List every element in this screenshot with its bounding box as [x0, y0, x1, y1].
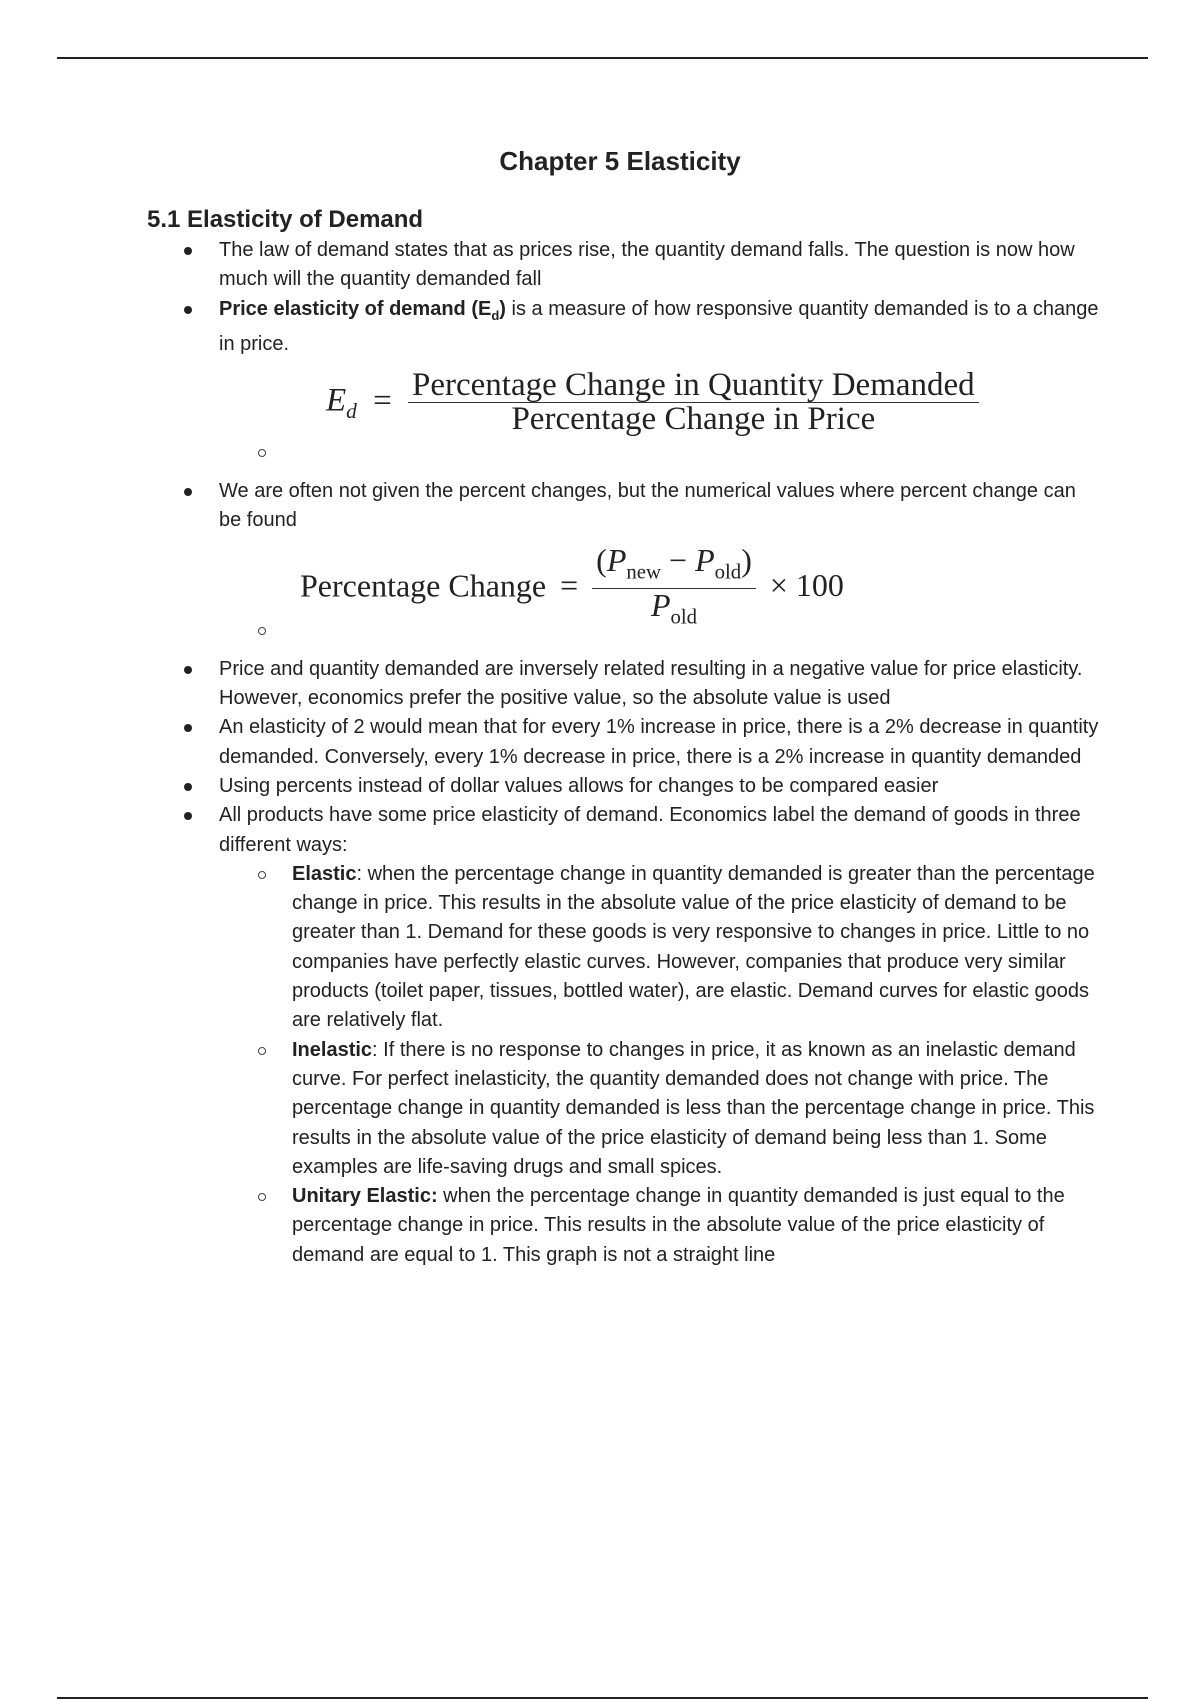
bullet-text: Price and quantity demanded are inversely related resulting in a negative value for price elasticity. However, economics prefer the positive value, so the absolute value is used	[219, 657, 1083, 710]
bullet-item	[0, 801, 1099, 860]
sub-bullet-elastic	[0, 860, 1104, 1036]
sub-bullet-unitary	[0, 1182, 1104, 1270]
sub-bullet-text: : If there is no response to changes in price, it as known as an inelastic demand curve. For perfect inelasticity, the quantity demanded does not change with price. The percentage change in quantity demanded is less than the percentage change in price. This results in the absolute value of the price elasticity of demand being less than 1. Some examples are life-saving drugs and small spices.	[292, 1038, 1095, 1178]
eq-lhs: E	[326, 382, 347, 419]
eq-numerator: Percentage Change in Quantity Demanded	[408, 371, 979, 403]
bullet-text: is a measure of how responsive quantity demanded is to a change in price.	[219, 297, 1099, 355]
sub-old: old	[714, 560, 742, 584]
sub-bullet-inelastic	[0, 1036, 1104, 1182]
bullet-text: The law of demand states that as prices rise, the quantity demand falls. The question is now how much will the quantity demanded fall	[219, 239, 1075, 291]
equation-percentage-change	[0, 536, 1200, 655]
p-symbol: P	[650, 587, 671, 624]
sub-bullet-icon	[258, 1193, 266, 1201]
p-symbol: P	[606, 541, 627, 578]
bullet-text: Using percents instead of dollar values allows for changes to be compared easier	[219, 774, 939, 797]
sub-bullet-text: : when the percentage change in quantity demanded is greater than the percentage change in price. This results in the absolute value of the price elasticity of demand to be greater than 1. Demand for these goods is very responsive to changes in price. Little to no companies have perfectly elastic curves. However, companies that produce very similar products (toilet paper, tissues, bottled water), are elastic. Demand curves for elastic goods are relatively flat.	[292, 862, 1095, 1032]
bullet-icon	[184, 488, 192, 496]
eq-equals: =	[560, 567, 579, 604]
bullet-icon	[184, 812, 192, 820]
sub-bullet-icon	[258, 871, 266, 879]
document-body	[0, 236, 1200, 1270]
bullet-text: We are often not given the percent changes, but the numerical values where percent change can be found	[219, 480, 1076, 532]
sub-bullet-icon	[258, 627, 266, 635]
equation-elasticity	[0, 359, 1200, 477]
term-subscript: d	[491, 307, 500, 323]
bullet-text: All products have some price elasticity of demand. Economics label the demand of goods in three different ways:	[219, 804, 1081, 856]
eq-lhs-sub: d	[346, 399, 357, 424]
eq-lhs: Percentage Change	[300, 567, 547, 604]
bullet-item	[0, 236, 1099, 295]
term: Inelastic	[292, 1038, 373, 1061]
bottom-rule	[57, 1697, 1148, 1699]
bullet-item	[0, 295, 1099, 360]
sub-bullet-icon	[258, 1047, 266, 1055]
term: Elastic	[292, 862, 357, 885]
bullet-icon	[184, 783, 192, 791]
term: Unitary Elastic:	[292, 1185, 438, 1208]
eq-denominator: Percentage Change in Price	[511, 401, 876, 438]
bullet-icon	[184, 666, 192, 674]
bullet-text: An elasticity of 2 would mean that for every 1% increase in price, there is a 2% decrease in quantity demanded. Conversely, every 1% decrease in price, there is a 2% increase in quantity demanded	[219, 716, 1099, 768]
sub-bullet-icon	[258, 449, 266, 457]
sub-new: new	[626, 560, 662, 584]
bullet-item	[0, 772, 1099, 801]
bullet-item	[0, 477, 1099, 536]
p-symbol: P	[695, 541, 715, 578]
bullet-item	[0, 713, 1099, 772]
bullet-icon	[184, 247, 192, 255]
eq-fraction	[408, 367, 979, 438]
minus: −	[661, 541, 696, 578]
bullet-icon	[184, 724, 192, 732]
top-rule	[57, 57, 1148, 59]
chapter-title: Chapter 5 Elasticity	[499, 146, 741, 176]
term-end: )	[499, 297, 506, 320]
term: Price elasticity of demand (E	[219, 297, 492, 320]
sub-bullet-text: when the percentage change in quantity demanded is just equal to the percentage change in price. This results in the absolute value of the price elasticity of demand are equal to 1. This graph is not a straight line	[292, 1185, 1065, 1266]
eq-equals: =	[373, 382, 392, 419]
bullet-icon	[184, 306, 192, 314]
paren: (	[596, 541, 607, 578]
paren: )	[741, 541, 752, 578]
eq-times-100: × 100	[769, 567, 844, 604]
eq-fraction	[592, 541, 756, 632]
section-heading: 5.1 Elasticity of Demand	[147, 206, 424, 233]
sub-old: old	[670, 605, 698, 629]
bullet-item	[0, 655, 1099, 714]
